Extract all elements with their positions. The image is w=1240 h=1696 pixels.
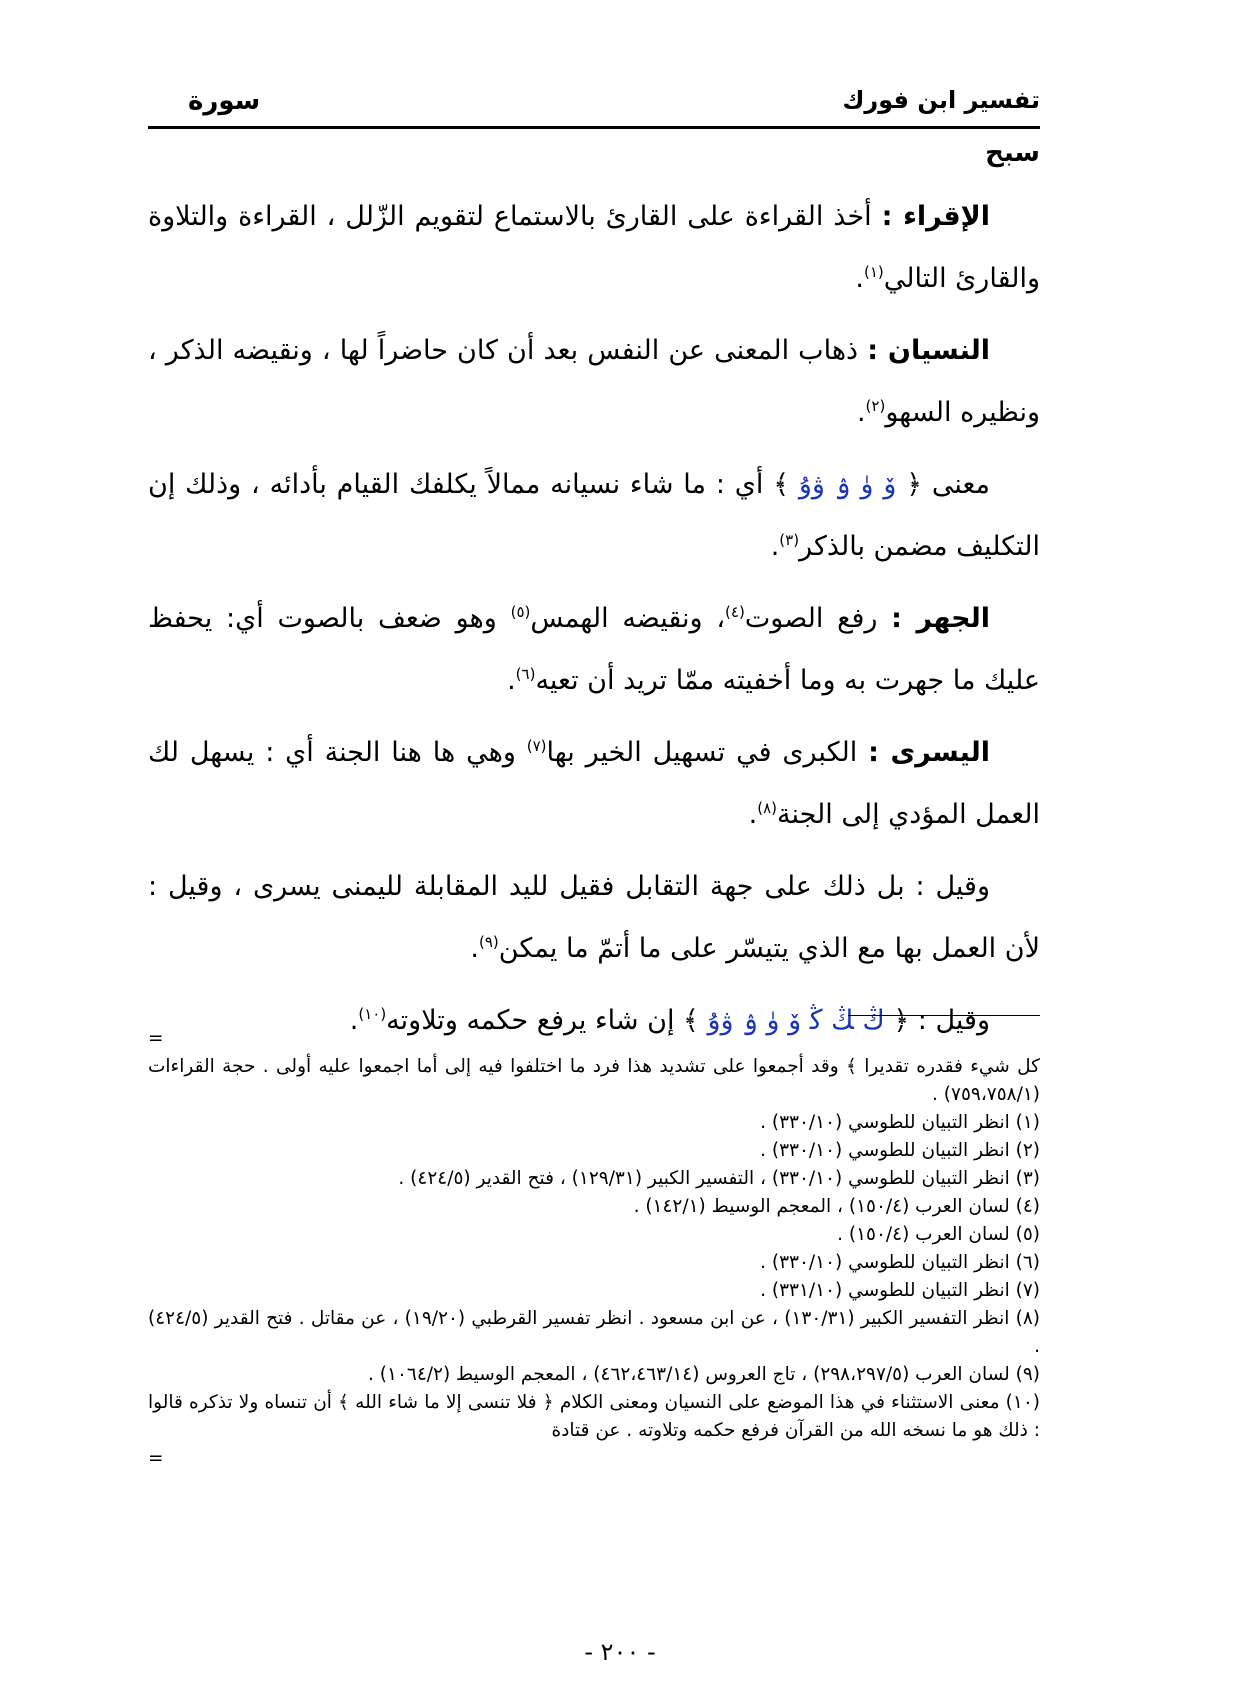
punct: . (470, 933, 479, 964)
paragraph-text: ﴾ أي : ما شاء نسيانه ممالاً يكلفك القيام بأدائه ، وذلك إن التكليف مضمن بالذكر (148, 469, 1040, 562)
term: النسيان : (867, 335, 990, 366)
punct: . (748, 799, 758, 830)
footnote-9: (٩) لسان العرب (٢٩٨،٢٩٧/٥) ، تاج العروس (٤٦٢،٤٦٣/١٤) ، المعجم الوسيط (١٠٦٤/٢) . (368, 1364, 1040, 1385)
footnotes (148, 1025, 1040, 1473)
paragraph-text: وهي ها هنا الجنة أي : يسهل لك العمل المؤدي إلى الجنة (148, 737, 1040, 830)
punct: . (855, 263, 864, 294)
paragraph-yusra (148, 722, 1040, 846)
paragraph-nisyan (148, 320, 1040, 444)
term: اليسرى : (868, 737, 990, 768)
paragraph-text: ذهاب المعنى عن النفس بعد أن كان حاضراً لها ، ونقيضه الذكر ، ونظيره السهو (148, 335, 1040, 428)
footnote-ref: (٧) (526, 737, 547, 755)
page-header (148, 78, 1040, 126)
footnote-ref: (٥) (510, 603, 531, 621)
footnote-6: (٦) انظر التبيان للطوسي (٣٣٠/١٠) . (760, 1252, 1040, 1273)
paragraph-text: معنى ﴿ (896, 469, 991, 500)
paragraph-text: الكبرى في تسهيل الخير بها (546, 737, 869, 768)
paragraph-iqra (148, 186, 1040, 310)
punct: . (349, 1005, 359, 1036)
paragraph-text: وقيل : ﴿ (884, 1005, 990, 1036)
footnote-5: (٥) لسان العرب (١٥٠/٤) . (837, 1224, 1040, 1245)
paragraph-text: وقيل : بل ذلك على جهة التقابل فقيل لليد المقابلة لليمنى يسرى ، وقيل : لأن العمل بها مع الذي يتيسّر على ما أتمّ ما يمكن (148, 871, 1040, 964)
footnote-ref: (١٠) (358, 1005, 387, 1023)
paragraph-text: أخذ القراءة على القارئ بالاستماع لتقويم الزّلل ، القراءة والتلاوة والقارئ التالي (148, 201, 1040, 294)
quran-verse: ۆ ۈ ۉ ۋۇ (798, 469, 897, 500)
quran-verse: ﯓ ﯔ ﯕ ۆ ۈ ۉ ۋۇ (707, 1005, 885, 1036)
footnote-ref: (٣) (779, 531, 800, 549)
continuation-marker-top: = (148, 1028, 164, 1049)
punct: . (856, 397, 866, 428)
page-number: - ٢٠٠ - (584, 1638, 656, 1666)
paragraph-meaning (148, 454, 1040, 578)
paragraph-text: وهو ضعف بالصوت أي: يحفظ عليك ما جهرت به وما أخفيته ممّا تريد أن تعيه (148, 603, 1040, 696)
footnote-8: (٨) انظر التفسير الكبير (١٣٠/٣١) ، عن ابن مسعود . انظر تفسير القرطبي (١٩/٢٠) ، عن مقاتل . فتح القدير (٤٢٤/٥) . (148, 1308, 1040, 1357)
footnote-7: (٧) انظر التبيان للطوسي (٣٣١/١٠) . (760, 1280, 1040, 1301)
footnote-ref: (٩) (479, 933, 499, 951)
book-title: تفسير ابن فورك (842, 86, 1040, 114)
footnote-3: (٣) انظر التبيان للطوسي (٣٣٠/١٠) ، التفسير الكبير (١٢٩/٣١) ، فتح القدير (٤٢٤/٥) . (398, 1168, 1040, 1189)
footnote-2: (٢) انظر التبيان للطوسي (٣٣٠/١٠) . (760, 1140, 1040, 1161)
footnote-separator (848, 1015, 1040, 1016)
surah-title: سورة (188, 86, 261, 116)
term: الجهر : (891, 603, 990, 634)
footnote-continuation: كل شيء فقدره تقديرا ﴾ وقد أجمعوا على تشديد هذا فرد ما اختلفوا فيه إلى أما اجمعوا عليه أولى . حجة القراءات (٧٥٩،٧٥٨/١) . (148, 1056, 1040, 1105)
section-label: سبح (985, 138, 1040, 168)
footnote-ref: (٦) (515, 665, 536, 683)
paragraph-text: رفع الصوت (744, 603, 892, 634)
footnote-ref: (٤) (725, 603, 745, 621)
term: الإقراء : (881, 201, 990, 232)
paragraph-text: ، ونقيضه الهمس (530, 603, 726, 634)
punct: . (770, 531, 780, 562)
main-text (148, 186, 1040, 1062)
punct: . (507, 665, 516, 696)
footnote-10: (١٠) معنى الاستثناء في هذا الموضع على النسيان ومعنى الكلام ﴿ فلا تنسى إلا ما شاء الله ﴾ أن تنساه ولا تذكره قالوا : ذلك هو ما نسخه الله من القرآن فرفع حكمه وتلاوته . عن قتادة (148, 1392, 1040, 1441)
header-rule (148, 126, 1040, 129)
footnote-4: (٤) لسان العرب (١٥٠/٤) ، المعجم الوسيط (١٤٢/١) . (633, 1196, 1040, 1217)
paragraph-text: ﴾ إن شاء يرفع حكمه وتلاوته (386, 1005, 708, 1036)
paragraph-jahr (148, 588, 1040, 712)
footnote-ref: (١) (863, 263, 884, 281)
paragraph-qil-1 (148, 856, 1040, 980)
continuation-marker-bottom: = (148, 1448, 164, 1469)
footnote-ref: (٢) (865, 397, 886, 415)
footnote-ref: (٨) (757, 799, 777, 817)
footnote-1: (١) انظر التبيان للطوسي (٣٣٠/١٠) . (760, 1112, 1040, 1133)
